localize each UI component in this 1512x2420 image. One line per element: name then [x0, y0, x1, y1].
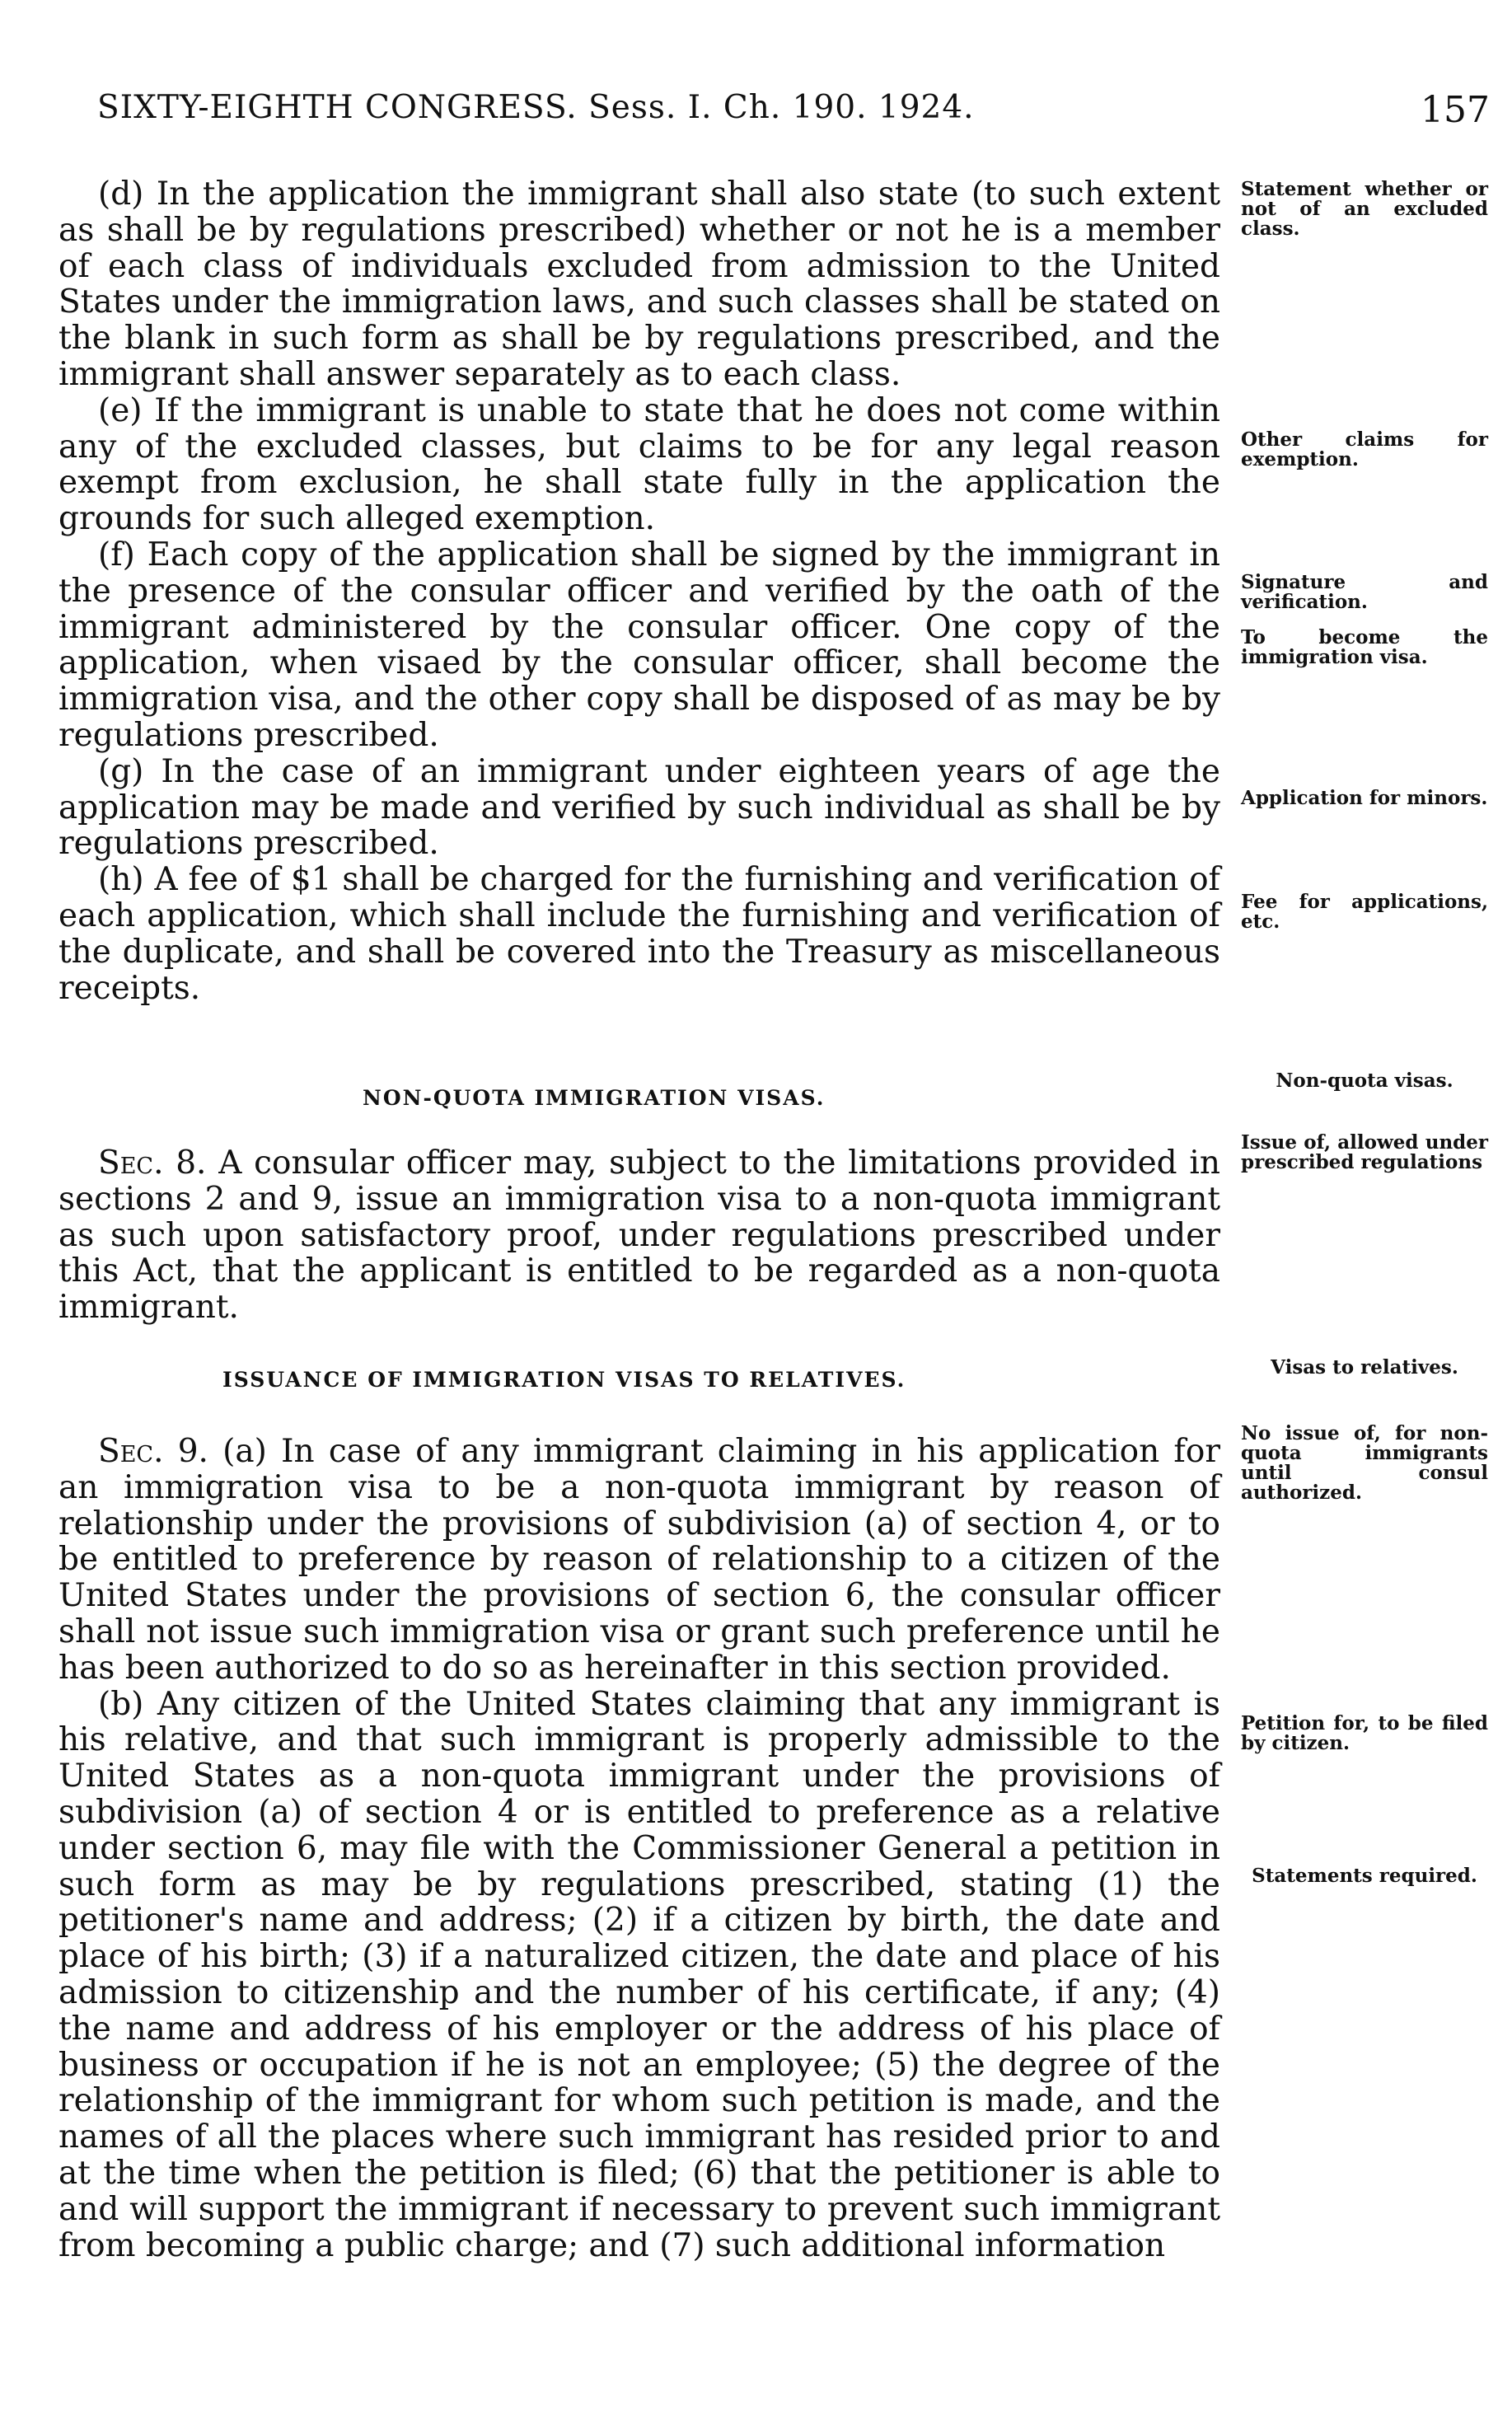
margin-note-application-minors: Application for minors.: [1241, 787, 1488, 809]
paragraph-d: (d) In the application the immigrant shall also state (to such extent as shall be by regulations prescribed) whether or not he is a member of each class of individuals excluded from admission to the United States under the immigration laws, and such classes shall be stated on the blank in such form as shall be by regulations prescribed, and the immigrant shall answer separately as to each class.: [59, 176, 1220, 393]
margin-note-issue-of: Issue of, allowed under prescribed regulations: [1241, 1131, 1488, 1173]
margin-note-signature: Signature and verification.: [1241, 571, 1488, 613]
paragraph-f: (f) Each copy of the application shall be signed by the immigrant in the presence of the consular officer and verified by the oath of the immigrant administered by the consular officer. One copy of the application, when visaed by the consular officer, shall become the immigration visa, and the other copy shall be disposed of as may be by regulations prescribed.: [59, 536, 1220, 754]
header-title: SIXTY-EIGHTH CONGRESS. Sess. I. Ch. 190. 1924.: [97, 89, 975, 126]
sec-9-paragraph-a: [59, 1434, 1220, 1687]
sec-9-text-a: (a) In case of any immigrant claiming in his application for an immigration visa to be a non-quota immigrant by reason of relationship under the provisions of subdivision (a) of section 4, or to be entitled to preference by reason of relationship to a citizen of the United States under the provisions of section 6, the consular officer shall not issue such immigration visa or grant such preference until he has been authorized to do so as hereinafter in this section provided.: [59, 1433, 1220, 1687]
paragraph-e: (e) If the immigrant is unable to state that he does not come within any of the excluded classes, but claims to be for any legal reason exempt from exclusion, he shall state fully in the application the grounds for such alleged exemption.: [59, 391, 1220, 538]
sec-8-label: Sec. 8.: [98, 1144, 207, 1182]
paragraph-h: (h) A fee of $1 shall be charged for the furnishing and verification of each application, which shall include the furnishing and verification of the duplicate, and shall be covered into the Treasury as miscellaneous receipts.: [59, 861, 1220, 1007]
section-8: [59, 1145, 1220, 1326]
margin-note-non-quota-visas: Non-quota visas.: [1276, 1070, 1453, 1092]
sec-8-paragraph: [59, 1145, 1220, 1326]
margin-note-to-become: To become the immigration visa.: [1241, 626, 1488, 668]
section-heading-relatives: ISSUANCE OF IMMIGRATION VISAS TO RELATIVES.: [222, 1368, 906, 1392]
margin-note-statement-whether: Statement whether or not of an excluded class.: [1241, 178, 1488, 240]
margin-note-fee: Fee for applications, etc.: [1241, 891, 1488, 933]
section-9: [59, 1434, 1220, 2263]
sec-9-label: Sec. 9.: [98, 1433, 208, 1470]
section-7-continued: [59, 176, 1220, 1006]
margin-note-no-issue: No issue of, for non-quota immigrants until consul authorized.: [1241, 1422, 1488, 1504]
section-heading-non-quota: NON-QUOTA IMMIGRATION VISAS.: [363, 1086, 826, 1110]
margin-note-petition: Petition for, to be filed by citizen.: [1241, 1712, 1488, 1754]
running-header: [97, 89, 1490, 135]
sec-8-text: A consular officer may, subject to the limitations provided in sections 2 and 9, issue an immigration visa to a non-quota immigrant as such upon satisfactory proof, under regulations prescribed under this Act, that the applicant is entitled to be regarded as a non-quota immigrant.: [59, 1144, 1220, 1327]
page-number: 157: [1421, 89, 1490, 131]
margin-note-other-claims: Other claims for exemption.: [1241, 428, 1488, 470]
paragraph-g: (g) In the case of an immigrant under eighteen years of age the application may be made and verified by such individual as shall be by regulations prescribed.: [59, 752, 1220, 863]
margin-note-visas-relatives: Visas to relatives.: [1271, 1356, 1458, 1379]
margin-note-statements-required: Statements required.: [1252, 1865, 1477, 1887]
sec-9-paragraph-b: (b) Any citizen of the United States claiming that any immigrant is his relative, and that such immigrant is properly admissible to the United States as a non-quota immigrant under the provisions of subdivision (a) of section 4 or is entitled to preference as a relative under section 6, may file with the Commissioner General a petition in such form as may be by regulations prescribed, stating (1) the petitioner's name and address; (2) if a citizen by birth, the date and place of his birth; (3) if a naturalized citizen, the date and place of his admission to citizenship and the number of his certificate, if any; (4) the name and address of his employer or the address of his place of business or occupation if he is not an employee; (5) the degree of the relationship of the immigrant for whom such petition is made, and the names of all the places where such immigrant has resided prior to and at the time when the petition is filed; (6) that the petitioner is able to and will support the immigrant if necessary to prevent such immigrant from becoming a public charge; and (7) such additional information: [59, 1685, 1220, 2264]
